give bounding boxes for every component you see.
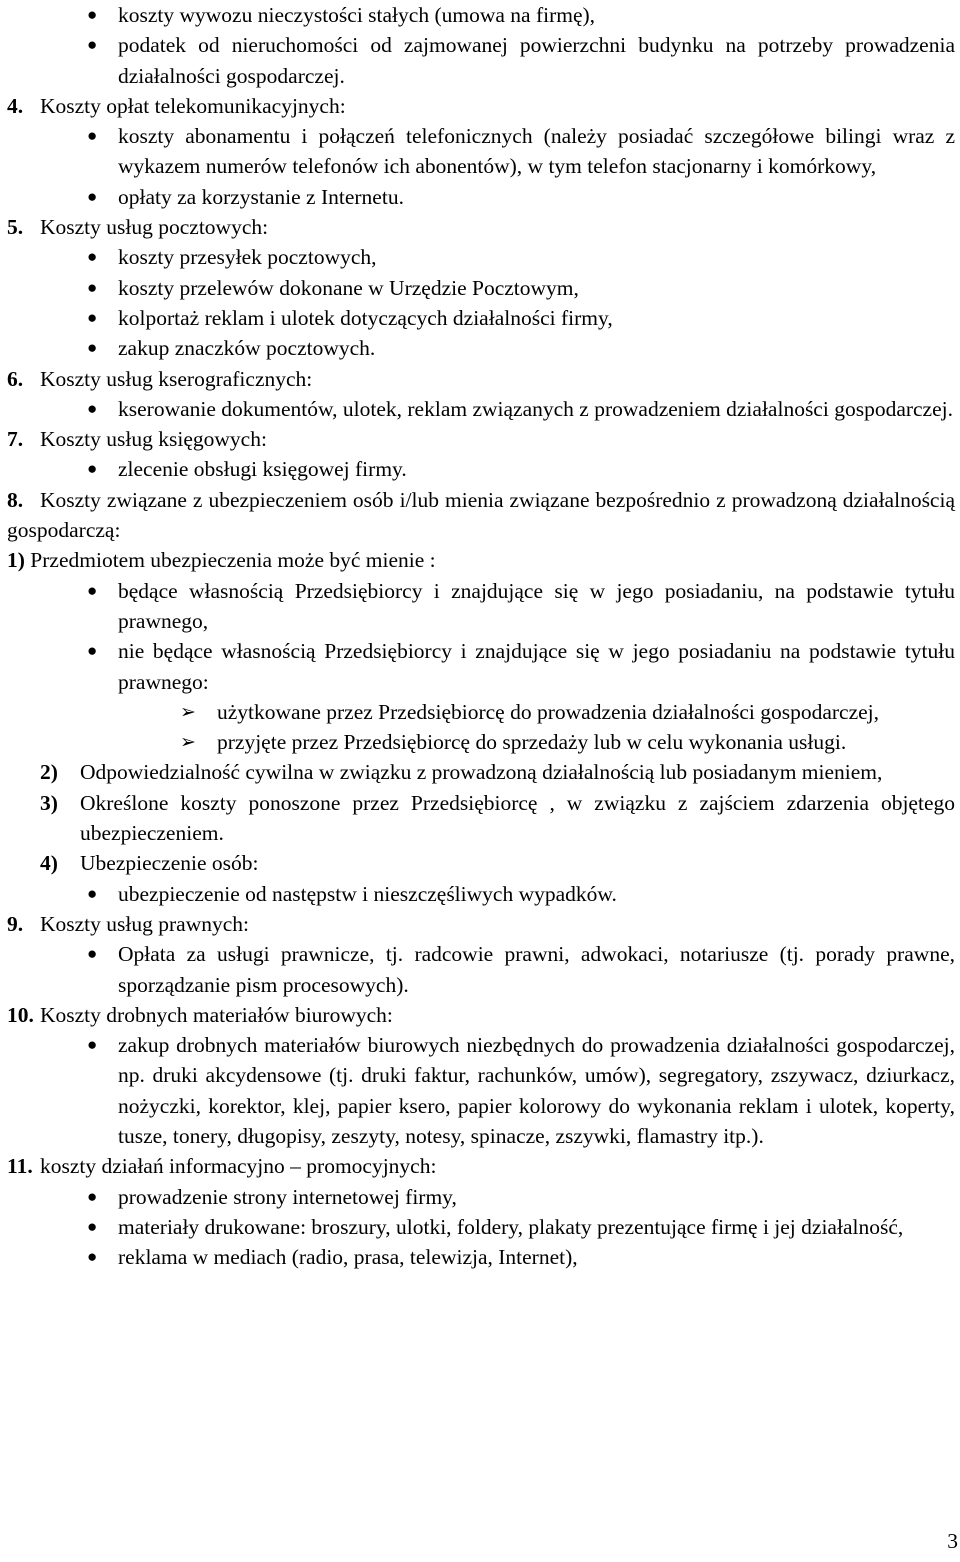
subsection-item: 2) Odpowiedzialność cywilna w związku z prowadzoną działalnością lub posiadanym mieniem, — [40, 760, 883, 785]
list-item: ● nie będące własnością Przedsiębiorcy i znajdujące się w jego posiadaniu na podstawie tytułu prawnego: — [7, 636, 955, 697]
list-item: ● koszty przelewów dokonane w Urzędzie Pocztowym, — [7, 273, 955, 303]
list-item: ● koszty abonamentu i połączeń telefonicznych (należy posiadać szczegółowe bilingi wraz z wykazem numerów telefonów ich abonentów), w tym telefon stacjonarny i komórkowy, — [7, 121, 955, 182]
bullet-dot-icon: ● — [87, 126, 98, 146]
section-heading: 6. Koszty usług kserograficznych: — [7, 366, 313, 391]
list-item: ● ubezpieczenie od następstw i nieszczęśliwych wypadków. — [7, 879, 955, 909]
document-body — [7, 0, 955, 1272]
bullet-dot-icon: ● — [87, 944, 98, 964]
list-item: ● koszty przesyłek pocztowych, — [7, 242, 955, 272]
bullet-dot-icon: ● — [87, 277, 98, 297]
bullet-dot-icon: ● — [87, 1247, 98, 1267]
section-heading: 8. Koszty związane z ubezpieczeniem osób i/lub mienia związane bezpośrednio z prowadzoną działalnością gospodarczą: — [7, 487, 955, 543]
list-item: ● zakup znaczków pocztowych. — [7, 333, 955, 363]
list-item: ● reklama w mediach (radio, prasa, telewizja, Internet), — [7, 1242, 955, 1272]
bullet-dot-icon: ● — [87, 883, 98, 903]
list-item: ● kserowanie dokumentów, ulotek, reklam związanych z prowadzeniem działalności gospodarczej. — [7, 394, 955, 424]
bullet-dot-icon: ● — [87, 247, 98, 267]
bullet-dot-icon: ● — [87, 1186, 98, 1206]
list-item: ● koszty wywozu nieczystości stałych (umowa na firmę), — [7, 0, 955, 30]
bullet-dot-icon: ● — [87, 186, 98, 206]
list-item: ➢ przyjęte przez Przedsiębiorcę do sprzedaży lub w celu wykonania usługi. — [7, 727, 955, 757]
subsection-item: 4) Ubezpieczenie osób: — [40, 851, 259, 876]
list-item: ➢ użytkowane przez Przedsiębiorcę do prowadzenia działalności gospodarczej, — [7, 697, 955, 727]
page-number: 3 — [947, 1528, 958, 1553]
bullet-dot-icon: ● — [87, 580, 98, 600]
list-item: ● podatek od nieruchomości od zajmowanej powierzchni budynku na potrzeby prowadzenia działalności gospodarczej. — [7, 30, 955, 91]
bullet-dot-icon: ● — [87, 641, 98, 661]
list-item: ● będące własnością Przedsiębiorcy i znajdujące się w jego posiadaniu, na podstawie tytułu prawnego, — [7, 576, 955, 637]
list-item: ● zakup drobnych materiałów biurowych niezbędnych do prowadzenia działalności gospodarczej, np. druki akcydensowe (tj. druki faktur, rachunków, umów), segregatory, zszywacz, dziurkacz, nożyczki, korektor, klej, papier ksero, papier kolorowy do wykonania reklam i ulotek, koperty, tusze, tonery, długopisy, zeszyty, notesy, spinacze, zszywki, flamastry itp.). — [7, 1030, 955, 1151]
bullet-dot-icon: ● — [87, 459, 98, 479]
arrowhead-bullet-icon: ➢ — [180, 700, 196, 723]
subsection-item: 3) Określone koszty ponoszone przez Przedsiębiorcę , w związku z zajściem zdarzenia objętego ubezpieczeniem. — [40, 790, 955, 846]
subsection-heading: 1) Przedmiotem ubezpieczenia może być mienie : — [7, 548, 436, 573]
bullet-dot-icon: ● — [87, 35, 98, 55]
list-item: ● materiały drukowane: broszury, ulotki, foldery, plakaty prezentujące firmę i jej działalność, — [7, 1212, 955, 1242]
list-item: ● kolportaż reklam i ulotek dotyczących działalności firmy, — [7, 303, 955, 333]
section-heading: 11. koszty działań informacyjno – promocyjnych: — [7, 1154, 437, 1179]
bullet-dot-icon: ● — [87, 1035, 98, 1055]
list-item: ● Opłata za usługi prawnicze, tj. radcowie prawni, adwokaci, notariusze (tj. porady prawne, sporządzanie pism procesowych). — [7, 939, 955, 1000]
bullet-dot-icon: ● — [87, 307, 98, 327]
section-heading: 9. Koszty usług prawnych: — [7, 911, 249, 936]
section-heading: 7. Koszty usług księgowych: — [7, 427, 267, 452]
list-item: ● prowadzenie strony internetowej firmy, — [7, 1182, 955, 1212]
list-item: ● opłaty za korzystanie z Internetu. — [7, 182, 955, 212]
list-item: ● zlecenie obsługi księgowej firmy. — [7, 454, 955, 484]
section-heading: 5. Koszty usług pocztowych: — [7, 215, 269, 240]
bullet-dot-icon: ● — [87, 398, 98, 418]
arrowhead-bullet-icon: ➢ — [180, 731, 196, 754]
section-heading: 10. Koszty drobnych materiałów biurowych: — [7, 1002, 393, 1027]
bullet-dot-icon: ● — [87, 5, 98, 24]
section-heading: 4. Koszty opłat telekomunikacyjnych: — [7, 93, 346, 118]
bullet-dot-icon: ● — [87, 338, 98, 358]
bullet-dot-icon: ● — [87, 1216, 98, 1236]
